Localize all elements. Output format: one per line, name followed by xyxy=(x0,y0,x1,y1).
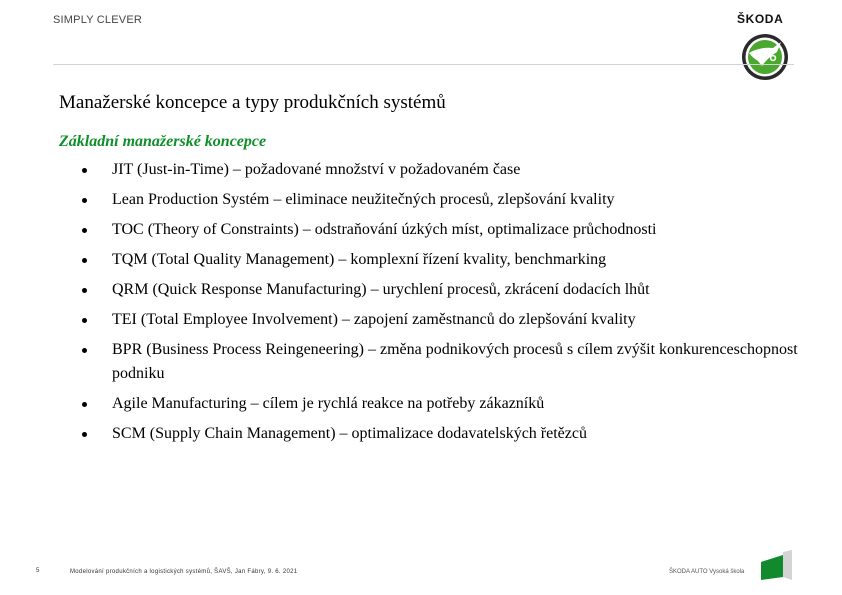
bullet-icon xyxy=(82,288,87,293)
list-item-tqm xyxy=(79,248,809,272)
list-item-text: SCM (Supply Chain Management) – optimalizace dodavatelských řetězců xyxy=(112,425,587,442)
list-item-text: TOC (Theory of Constraints) – odstraňování úzkých míst, optimalizace průchodnosti xyxy=(112,221,657,238)
footer-school: ŠKODA AUTO Vysoká škola xyxy=(669,569,745,575)
tagline: SIMPLY CLEVER xyxy=(53,14,143,26)
brand-name: ŠKODA xyxy=(737,12,784,26)
school-flag-icon xyxy=(759,550,793,580)
bullet-icon xyxy=(82,168,87,173)
slide-title: Manažerské koncepce a typy produkčních systémů xyxy=(59,92,446,113)
list-item-scm xyxy=(79,422,809,446)
list-item-bpr xyxy=(79,338,809,386)
list-item-toc xyxy=(79,218,809,242)
list-item-jit xyxy=(79,158,809,182)
list-item-text: Lean Production Systém – eliminace neužitečných procesů, zlepšování kvality xyxy=(112,191,615,208)
list-item-text: TEI (Total Employee Involvement) – zapojení zaměstnanců do zlepšování kvality xyxy=(112,311,636,328)
list-item-tei xyxy=(79,308,809,332)
section-heading: Základní manažerské koncepce xyxy=(59,133,267,150)
bullet-icon xyxy=(82,432,87,437)
footer-text: Modelování produkčních a logistických systémů, ŠAVŠ, Jan Fábry, 9. 6. 2021 xyxy=(70,569,298,575)
bullet-icon xyxy=(82,348,87,353)
page-number: 5 xyxy=(36,568,40,574)
list-item-text: TQM (Total Quality Management) – komplexní řízení kvality, benchmarking xyxy=(112,251,607,268)
list-item-agile xyxy=(79,392,809,416)
skoda-logo-icon xyxy=(740,32,790,82)
header-divider xyxy=(53,64,794,65)
bullet-icon xyxy=(82,258,87,263)
list-item-lean xyxy=(79,188,809,212)
bullet-icon xyxy=(82,198,87,203)
bullet-icon xyxy=(82,402,87,407)
list-item-text: JIT (Just-in-Time) – požadované množství v požadovaném čase xyxy=(112,161,521,178)
concept-list xyxy=(79,158,809,452)
bullet-icon xyxy=(82,228,87,233)
list-item-qrm xyxy=(79,278,809,302)
list-item-text: QRM (Quick Response Manufacturing) – urychlení procesů, zkrácení dodacích lhůt xyxy=(112,281,650,298)
bullet-icon xyxy=(82,318,87,323)
list-item-text: BPR (Business Process Reingeneering) – změna podnikových procesů s cílem zvýšit konkurenceschopnost podniku xyxy=(112,341,798,382)
list-item-text: Agile Manufacturing – cílem je rychlá reakce na potřeby zákazníků xyxy=(112,395,545,412)
